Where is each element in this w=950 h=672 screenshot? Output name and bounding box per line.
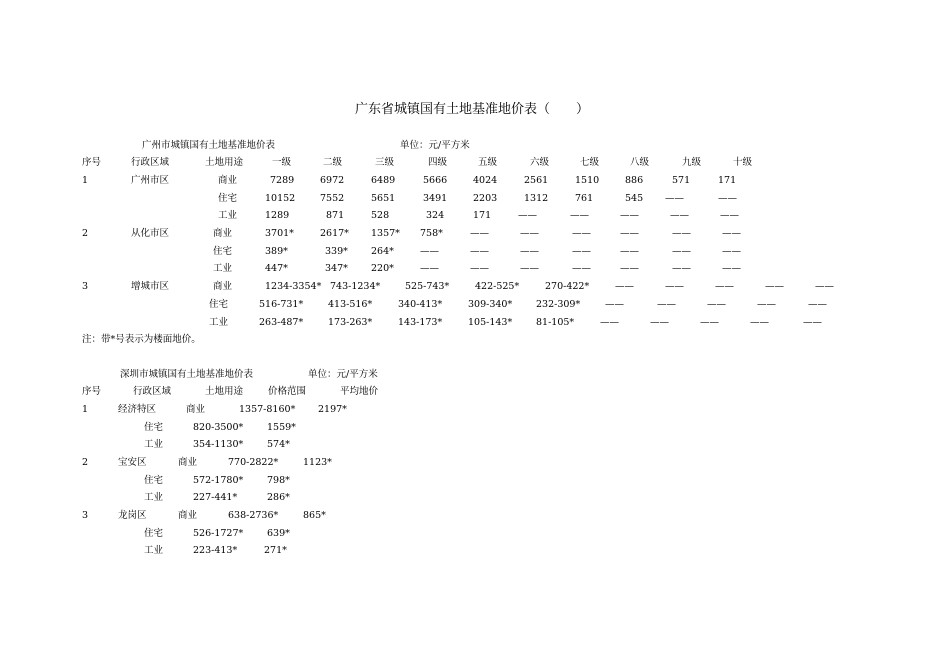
- grade-price: 263-487*: [259, 317, 304, 328]
- average-price: 798*: [267, 475, 290, 486]
- table-header-cell: 行政区域: [133, 386, 172, 397]
- grade-price: ——: [757, 299, 776, 310]
- grade-price: 7289: [270, 175, 295, 186]
- row-number: 1: [82, 175, 89, 186]
- average-price: 865*: [303, 510, 326, 521]
- grade-price: ——: [657, 299, 676, 310]
- grade-price: ——: [803, 317, 822, 328]
- grade-price: 1510: [575, 175, 600, 186]
- grade-price: 516-731*: [259, 299, 304, 310]
- grade-price: 232-309*: [536, 299, 581, 310]
- land-use: 工业: [213, 263, 233, 274]
- grade-price: ——: [570, 210, 589, 221]
- table-header-cell: 九级: [682, 157, 702, 168]
- grade-price: 220*: [371, 263, 394, 274]
- grade-price: ——: [672, 263, 691, 274]
- grade-price: ——: [572, 246, 591, 257]
- grade-price: 758*: [420, 228, 443, 239]
- table-header-cell: 二级: [323, 157, 343, 168]
- land-use: 住宅: [213, 246, 233, 257]
- grade-price: ——: [650, 317, 669, 328]
- grade-price: ——: [620, 263, 639, 274]
- grade-price: ——: [808, 299, 827, 310]
- grade-price: 173-263*: [328, 317, 373, 328]
- grade-price: 10152: [265, 193, 296, 204]
- shenzhen-table-caption: 深圳市城镇国有土地基准地价表: [120, 369, 254, 380]
- grade-price: 6972: [320, 175, 345, 186]
- grade-price: ——: [722, 246, 741, 257]
- grade-price: 347*: [325, 263, 348, 274]
- grade-price: 2617*: [320, 228, 349, 239]
- district-name: 广州市区: [131, 175, 170, 186]
- land-use: 工业: [144, 492, 164, 503]
- grade-price: ——: [765, 281, 784, 292]
- grade-price: 7552: [320, 193, 345, 204]
- price-range: 638-2736*: [228, 510, 279, 521]
- shenzhen-unit-label: 单位：元/平方米: [308, 369, 378, 380]
- grade-price: 743-1234*: [330, 281, 381, 292]
- table-header-cell: 六级: [530, 157, 550, 168]
- grade-price: ——: [520, 263, 539, 274]
- grade-price: 4024: [473, 175, 498, 186]
- price-range: 227-441*: [193, 492, 238, 503]
- land-use: 住宅: [209, 299, 229, 310]
- average-price: 2197*: [318, 404, 347, 415]
- grade-price: 264*: [371, 246, 394, 257]
- table-header-cell: 土地用途: [205, 157, 244, 168]
- price-range: 1357-8160*: [239, 404, 296, 415]
- grade-price: 2561: [524, 175, 549, 186]
- grade-price: ——: [672, 228, 691, 239]
- grade-price: 389*: [265, 246, 288, 257]
- table-header-cell: 序号: [82, 157, 102, 168]
- land-use: 商业: [218, 175, 238, 186]
- grade-price: 886: [625, 175, 644, 186]
- table-header-cell: 三级: [375, 157, 395, 168]
- row-number: 1: [82, 404, 89, 415]
- table-header-cell: 五级: [478, 157, 498, 168]
- row-number: 2: [82, 228, 89, 239]
- price-range: 572-1780*: [193, 475, 244, 486]
- grade-price: ——: [520, 228, 539, 239]
- grade-price: ——: [420, 263, 439, 274]
- grade-price: 5666: [423, 175, 448, 186]
- land-use: 住宅: [144, 422, 164, 433]
- grade-price: 171: [718, 175, 737, 186]
- table-header-cell: 平均地价: [340, 386, 379, 397]
- grade-price: 871: [326, 210, 345, 221]
- grade-price: 340-413*: [398, 299, 443, 310]
- land-use: 商业: [178, 510, 198, 521]
- table-header-cell: 价格范围: [268, 386, 307, 397]
- grade-price: ——: [600, 317, 619, 328]
- grade-price: 309-340*: [468, 299, 513, 310]
- grade-price: 545: [625, 193, 644, 204]
- grade-price: ——: [715, 281, 734, 292]
- district-name: 从化市区: [131, 228, 170, 239]
- grade-price: ——: [700, 317, 719, 328]
- grade-price: ——: [520, 246, 539, 257]
- grade-price: 81-105*: [536, 317, 575, 328]
- grade-price: ——: [665, 193, 684, 204]
- grade-price: ——: [572, 228, 591, 239]
- grade-price: ——: [572, 263, 591, 274]
- district-name: 经济特区: [118, 404, 157, 415]
- average-price: 286*: [267, 492, 290, 503]
- grade-price: 761: [575, 193, 594, 204]
- price-range: 354-1130*: [193, 439, 244, 450]
- land-use: 工业: [218, 210, 238, 221]
- row-number: 3: [82, 281, 89, 292]
- grade-price: 105-143*: [468, 317, 513, 328]
- grade-price: 525-743*: [405, 281, 450, 292]
- grade-price: 422-525*: [475, 281, 520, 292]
- district-name: 宝安区: [118, 457, 147, 468]
- average-price: 1123*: [303, 457, 332, 468]
- grade-price: ——: [722, 228, 741, 239]
- table-header-cell: 四级: [428, 157, 448, 168]
- grade-price: 324: [426, 210, 445, 221]
- table-header-cell: 一级: [272, 157, 292, 168]
- grade-price: 528: [371, 210, 390, 221]
- grade-price: 1234-3354*: [265, 281, 322, 292]
- grade-price: 3701*: [265, 228, 294, 239]
- grade-price: ——: [722, 263, 741, 274]
- grade-price: ——: [750, 317, 769, 328]
- land-use: 商业: [213, 281, 233, 292]
- table-header-cell: 十级: [733, 157, 753, 168]
- average-price: 271*: [264, 545, 287, 556]
- grade-price: ——: [670, 210, 689, 221]
- price-range: 223-413*: [193, 545, 238, 556]
- land-use: 住宅: [144, 475, 164, 486]
- grade-price: ——: [518, 210, 537, 221]
- district-name: 增城市区: [131, 281, 170, 292]
- land-use: 住宅: [218, 193, 238, 204]
- average-price: 639*: [267, 528, 290, 539]
- average-price: 1559*: [267, 422, 296, 433]
- grade-price: 1312: [524, 193, 549, 204]
- grade-price: 1357*: [371, 228, 400, 239]
- grade-price: ——: [815, 281, 834, 292]
- land-use: 商业: [213, 228, 233, 239]
- land-use: 住宅: [144, 528, 164, 539]
- grade-price: 447*: [265, 263, 288, 274]
- guangzhou-table-caption: 广州市城镇国有土地基准地价表: [142, 140, 276, 151]
- grade-price: ——: [470, 228, 489, 239]
- district-name: 龙岗区: [118, 510, 147, 521]
- grade-price: ——: [720, 210, 739, 221]
- land-use: 工业: [144, 545, 164, 556]
- row-number: 2: [82, 457, 89, 468]
- table-header-cell: 七级: [580, 157, 600, 168]
- grade-price: ——: [615, 281, 634, 292]
- grade-price: 339*: [325, 246, 348, 257]
- guangzhou-unit-label: 单位：元/平方米: [400, 140, 470, 151]
- grade-price: 1289: [265, 210, 290, 221]
- table-header-cell: 八级: [630, 157, 650, 168]
- land-use: 商业: [178, 457, 198, 468]
- grade-price: ——: [620, 228, 639, 239]
- grade-price: ——: [605, 299, 624, 310]
- grade-price: ——: [672, 246, 691, 257]
- grade-price: ——: [620, 210, 639, 221]
- land-use: 工业: [209, 317, 229, 328]
- grade-price: ——: [718, 193, 737, 204]
- grade-price: ——: [707, 299, 726, 310]
- footnote: 注：带*号表示为楼面地价。: [82, 334, 201, 345]
- grade-price: 270-422*: [545, 281, 590, 292]
- land-use: 商业: [186, 404, 206, 415]
- grade-price: ——: [470, 246, 489, 257]
- land-use: 工业: [144, 439, 164, 450]
- price-range: 770-2822*: [228, 457, 279, 468]
- page-title: 广东省城镇国有土地基准地价表（ ）: [355, 102, 590, 117]
- price-range: 820-3500*: [193, 422, 244, 433]
- table-header-cell: 序号: [82, 386, 102, 397]
- grade-price: 171: [473, 210, 492, 221]
- grade-price: 3491: [423, 193, 448, 204]
- grade-price: 413-516*: [328, 299, 373, 310]
- table-header-cell: 行政区域: [131, 157, 170, 168]
- grade-price: 5651: [371, 193, 396, 204]
- row-number: 3: [82, 510, 89, 521]
- grade-price: 2203: [473, 193, 498, 204]
- grade-price: ——: [665, 281, 684, 292]
- grade-price: ——: [420, 246, 439, 257]
- table-header-cell: 土地用途: [205, 386, 244, 397]
- grade-price: ——: [470, 263, 489, 274]
- price-range: 526-1727*: [193, 528, 244, 539]
- grade-price: 6489: [371, 175, 396, 186]
- grade-price: 571: [672, 175, 691, 186]
- grade-price: ——: [620, 246, 639, 257]
- average-price: 574*: [267, 439, 290, 450]
- grade-price: 143-173*: [398, 317, 443, 328]
